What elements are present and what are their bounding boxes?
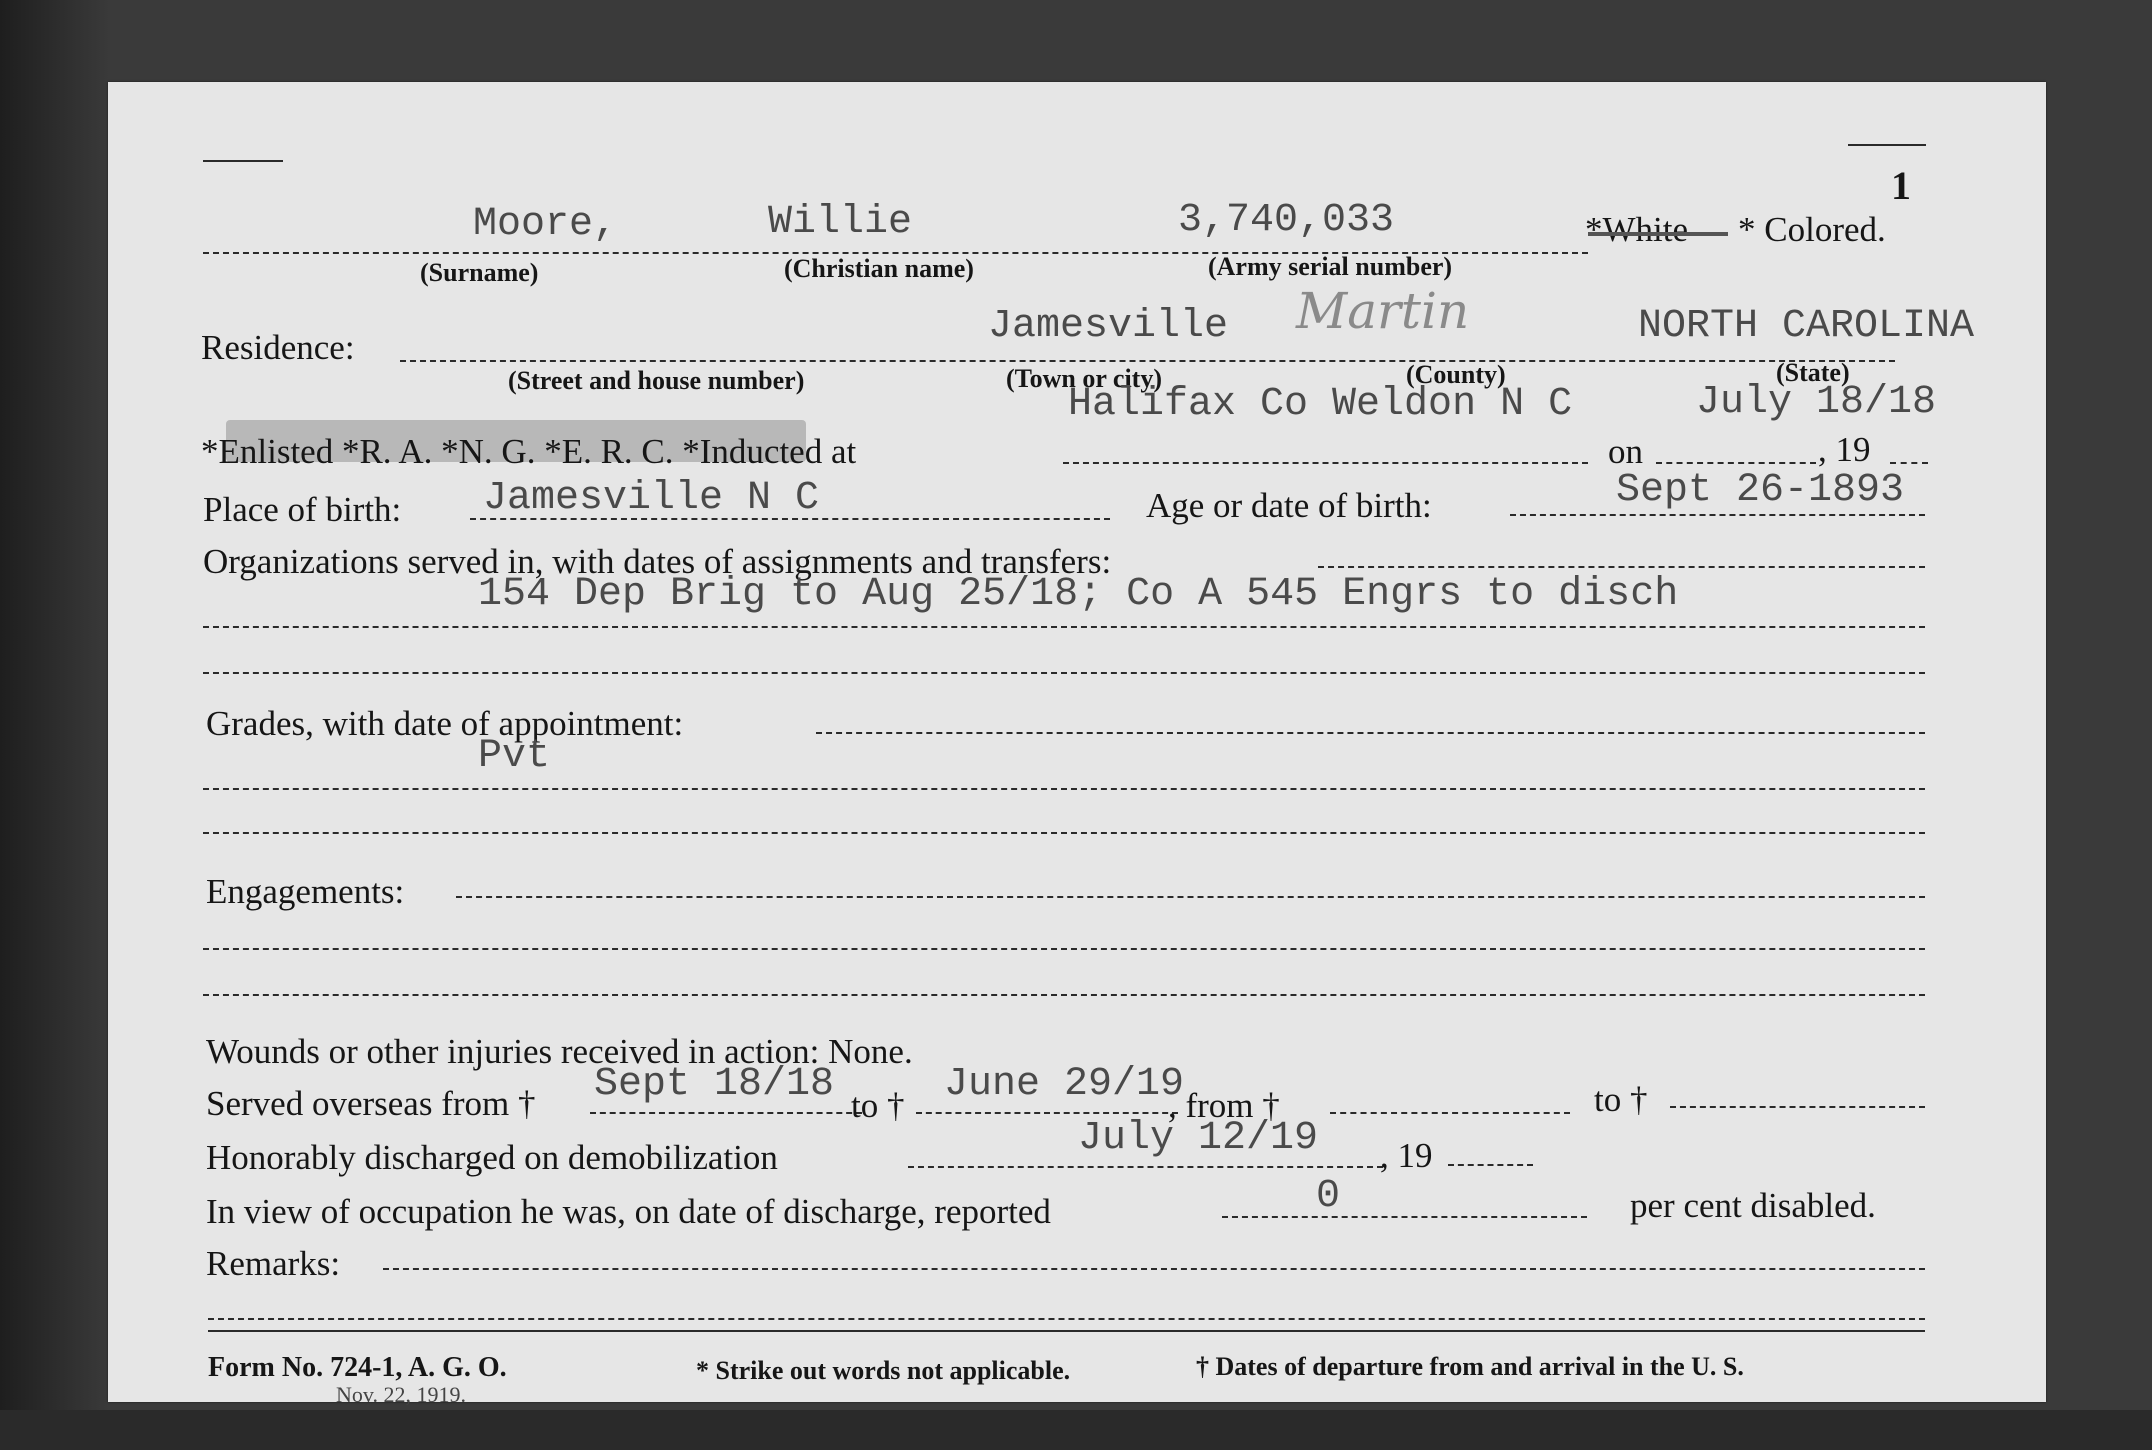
overseas-to-value: June 29/19: [944, 1062, 1185, 1107]
organizations-line-2: [203, 672, 1925, 674]
caption-christian: (Christian name): [784, 254, 974, 283]
organizations-line-1: [203, 626, 1925, 628]
residence-line: [400, 360, 1895, 362]
card-number: 1: [1891, 163, 1911, 208]
caption-serial: (Army serial number): [1208, 252, 1453, 281]
caption-town: (Town or city): [1006, 364, 1162, 393]
organizations-line-0: [1318, 566, 1925, 568]
caption-state: (State): [1776, 358, 1850, 387]
caption-surname: (Surname): [420, 258, 539, 287]
discharge-date-value: July 12/19: [1078, 1116, 1319, 1161]
inducted-line: [1063, 462, 1588, 464]
year-line-induction: [1890, 462, 1928, 464]
grades-line-0: [816, 732, 1925, 734]
discharged-label: Honorably discharged on demobilization: [206, 1138, 778, 1177]
organizations-label: Organizations served in, with dates of assignments and transfers:: [203, 542, 1112, 581]
town-value: Jamesville: [988, 304, 1229, 349]
form-date: Nov. 22, 1919.: [336, 1382, 466, 1407]
white-label: *White: [1585, 210, 1689, 249]
birth-place-label: Place of birth:: [203, 490, 402, 529]
discharge-line: [908, 1166, 1383, 1168]
white-strikeout: [1588, 232, 1728, 236]
footnote-dates: † Dates of departure from and arrival in the U. S.: [1196, 1352, 1744, 1381]
enlisted-inducted-label: *Enlisted *R. A. *N. G. *E. R. C. *Inducted at: [201, 432, 857, 471]
on-label: on: [1608, 432, 1643, 471]
disability-line: [1222, 1216, 1587, 1218]
top-left-rule: [203, 160, 283, 162]
overseas-from-value: Sept 18/18: [594, 1062, 835, 1107]
remarks-line-1: [208, 1318, 1925, 1320]
overseas-to-label: to †: [851, 1086, 905, 1125]
engagements-line-2: [203, 994, 1925, 996]
residence-label: Residence:: [201, 328, 355, 367]
remarks-label: Remarks:: [206, 1244, 341, 1283]
state-value: NORTH CAROLINA: [1638, 304, 1975, 349]
birth-place-value: Jamesville N C: [483, 476, 820, 521]
percent-disabled-label: per cent disabled.: [1630, 1186, 1876, 1225]
wounds-label: Wounds or other injuries received in action: None.: [206, 1032, 913, 1071]
birth-place-line: [470, 518, 1110, 520]
top-right-rule: [1848, 144, 1926, 146]
year-line-discharge: [1448, 1164, 1533, 1166]
serial-number-value: 3,740,033: [1178, 198, 1395, 243]
year-label-induction: , 19: [1818, 430, 1871, 469]
grades-line-1: [203, 788, 1925, 790]
overseas-from-line: [590, 1112, 862, 1114]
county-handwritten: Martin: [1296, 282, 1470, 340]
engagements-label: Engagements:: [206, 872, 405, 911]
overseas-to-line: [916, 1112, 1178, 1114]
service-record-card: [108, 82, 2046, 1407]
birth-date-label: Age or date of birth:: [1146, 486, 1432, 525]
colored-label: * Colored.: [1738, 210, 1886, 249]
scan-background-left: [0, 0, 110, 1450]
induction-date-value: July 18/18: [1696, 380, 1937, 425]
overseas-to-label-2: to †: [1594, 1080, 1648, 1119]
scan-background-bottom: [0, 1410, 2152, 1450]
remarks-line-0: [383, 1268, 1925, 1270]
birth-date-value: Sept 26-1893: [1616, 468, 1905, 513]
christian-name-value: Willie: [768, 200, 913, 245]
grade-value: Pvt: [478, 734, 551, 779]
induction-place-value: Halifax Co Weldon N C: [1068, 382, 1573, 427]
disability-label: In view of occupation he was, on date of discharge, reported: [206, 1192, 1051, 1231]
engagements-line-1: [203, 948, 1925, 950]
overseas-to-line-2: [1670, 1106, 1925, 1108]
on-line: [1656, 462, 1816, 464]
caption-street: (Street and house number): [508, 366, 805, 395]
engagements-line-0: [456, 896, 1925, 898]
organizations-value: 154 Dep Brig to Aug 25/18; Co A 545 Engrs to disch: [478, 572, 1679, 617]
overseas-label: Served overseas from †: [206, 1084, 536, 1123]
year-label-discharge: , 19: [1380, 1136, 1433, 1175]
surname-value: Moore,: [473, 202, 618, 247]
disability-value: 0: [1316, 1174, 1341, 1219]
form-number: Form No. 724-1, A. G. O.: [208, 1352, 507, 1383]
grades-line-2: [203, 832, 1925, 834]
overseas-from-line-2: [1330, 1112, 1570, 1114]
birth-date-line: [1510, 514, 1925, 516]
caption-county: (County): [1406, 360, 1506, 389]
footer-rule: [208, 1330, 1925, 1332]
grades-label: Grades, with date of appointment:: [206, 704, 684, 743]
overseas-from-label-2: , from †: [1168, 1086, 1280, 1125]
footnote-strike-out: * Strike out words not applicable.: [696, 1356, 1071, 1385]
